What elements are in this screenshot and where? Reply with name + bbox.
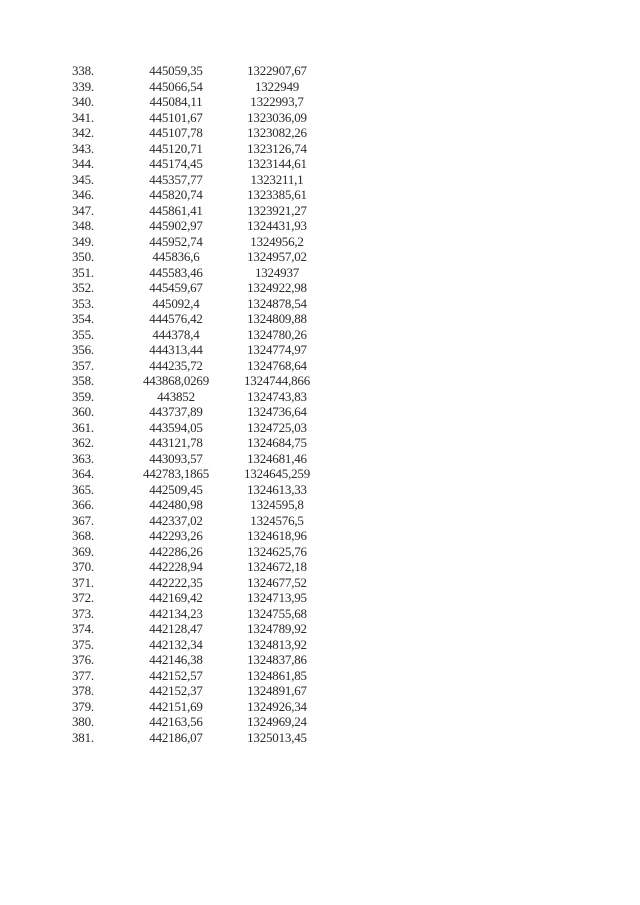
y-coordinate: 1324677,52	[247, 574, 307, 590]
y-coordinate: 1324645,259	[243, 466, 311, 481]
y-coordinate: 1324625,76	[247, 543, 307, 559]
table-row	[60, 699, 340, 715]
y-coordinate: 1324618,96	[247, 528, 307, 543]
x-coordinate: 445836,6	[152, 249, 200, 264]
x-coordinate: 442222,35	[149, 574, 203, 590]
y-coordinate: 1324744,866	[243, 373, 311, 388]
table-row	[60, 435, 340, 451]
point-number: 378.	[72, 683, 94, 698]
table-row	[60, 513, 340, 529]
y-coordinate: 1323144,61	[247, 156, 307, 171]
y-coordinate: 1325013,45	[247, 729, 307, 745]
y-coordinate: 1323036,09	[247, 109, 307, 125]
point-number: 365.	[72, 481, 94, 497]
x-coordinate: 442337,02	[149, 512, 203, 528]
x-coordinate: 442152,37	[149, 683, 203, 698]
point-number: 347.	[72, 202, 94, 218]
y-coordinate: 1324956,2	[250, 233, 304, 249]
point-number: 377.	[72, 667, 94, 683]
table-row	[60, 714, 340, 730]
point-number: 380.	[72, 714, 94, 729]
y-coordinate: 1324713,95	[247, 590, 307, 605]
x-coordinate: 443121,78	[149, 435, 203, 450]
table-row	[60, 358, 340, 374]
table-row	[60, 249, 340, 265]
x-coordinate: 443594,05	[149, 419, 203, 435]
table-row	[60, 187, 340, 203]
table-row	[60, 420, 340, 436]
point-number: 344.	[72, 156, 94, 171]
x-coordinate: 444378,4	[152, 326, 200, 342]
y-coordinate: 1324878,54	[247, 295, 307, 311]
point-number: 354.	[72, 311, 94, 326]
y-coordinate: 1324780,26	[247, 326, 307, 342]
x-coordinate: 442228,94	[149, 559, 203, 574]
x-coordinate: 442186,07	[149, 729, 203, 745]
point-number: 381.	[72, 729, 94, 745]
table-row	[60, 606, 340, 622]
table-row	[60, 621, 340, 637]
x-coordinate: 445357,77	[149, 171, 203, 187]
point-number: 343.	[72, 140, 94, 156]
x-coordinate: 445820,74	[149, 187, 203, 202]
table-row	[60, 156, 340, 172]
table-row	[60, 342, 340, 358]
table-row	[60, 63, 340, 79]
table-row	[60, 497, 340, 513]
x-coordinate: 442163,56	[149, 714, 203, 729]
y-coordinate: 1324613,33	[247, 481, 307, 497]
x-coordinate: 442480,98	[149, 497, 203, 512]
x-coordinate: 445952,74	[149, 233, 203, 249]
x-coordinate: 443868,0269	[142, 373, 210, 388]
table-row	[60, 125, 340, 141]
x-coordinate: 443093,57	[149, 450, 203, 466]
table-row	[60, 311, 340, 327]
point-number: 372.	[72, 590, 94, 605]
point-number: 363.	[72, 450, 94, 466]
x-coordinate: 442509,45	[149, 481, 203, 497]
x-coordinate: 442128,47	[149, 621, 203, 636]
point-number: 379.	[72, 698, 94, 714]
y-coordinate: 1324861,85	[247, 667, 307, 683]
point-number: 350.	[72, 249, 94, 264]
x-coordinate: 444235,72	[149, 357, 203, 373]
y-coordinate: 1323211,1	[250, 171, 304, 187]
x-coordinate: 444576,42	[149, 311, 203, 326]
point-number: 370.	[72, 559, 94, 574]
y-coordinate: 1324789,92	[247, 621, 307, 636]
point-number: 375.	[72, 636, 94, 652]
table-row	[60, 730, 340, 746]
table-row	[60, 466, 340, 482]
x-coordinate: 442151,69	[149, 698, 203, 714]
table-row	[60, 482, 340, 498]
point-number: 355.	[72, 326, 94, 342]
x-coordinate: 445101,67	[149, 109, 203, 125]
table-row	[60, 218, 340, 234]
point-number: 349.	[72, 233, 94, 249]
y-coordinate: 1324813,92	[247, 636, 307, 652]
point-number: 364.	[72, 466, 94, 481]
point-number: 369.	[72, 543, 94, 559]
x-coordinate: 443852	[157, 388, 195, 404]
point-number: 341.	[72, 109, 94, 125]
table-row	[60, 451, 340, 467]
y-coordinate: 1324672,18	[247, 559, 307, 574]
table-row	[60, 172, 340, 188]
point-number: 351.	[72, 264, 94, 280]
x-coordinate: 445861,41	[149, 202, 203, 218]
y-coordinate: 1323082,26	[247, 125, 307, 140]
point-number: 353.	[72, 295, 94, 311]
y-coordinate: 1324576,5	[250, 512, 304, 528]
y-coordinate: 1324922,98	[247, 280, 307, 295]
y-coordinate: 1323921,27	[247, 202, 307, 218]
point-number: 376.	[72, 652, 94, 667]
y-coordinate: 1322949	[254, 78, 300, 94]
point-number: 338.	[72, 63, 94, 78]
y-coordinate: 1322907,67	[247, 63, 307, 78]
point-number: 345.	[72, 171, 94, 187]
y-coordinate: 1324736,64	[247, 404, 307, 419]
point-number: 340.	[72, 94, 94, 109]
x-coordinate: 445059,35	[149, 63, 203, 78]
point-number: 366.	[72, 497, 94, 512]
y-coordinate: 1324768,64	[247, 357, 307, 373]
table-row	[60, 203, 340, 219]
x-coordinate: 445583,46	[149, 264, 203, 280]
point-number: 367.	[72, 512, 94, 528]
y-coordinate: 1324937	[254, 264, 300, 280]
table-row	[60, 79, 340, 95]
x-coordinate: 443737,89	[149, 404, 203, 419]
point-number: 356.	[72, 342, 94, 357]
x-coordinate: 442783,1865	[142, 466, 210, 481]
y-coordinate: 1324926,34	[247, 698, 307, 714]
point-number: 362.	[72, 435, 94, 450]
point-number: 352.	[72, 280, 94, 295]
coordinate-table	[60, 63, 340, 745]
table-row	[60, 590, 340, 606]
table-row	[60, 110, 340, 126]
x-coordinate: 442286,26	[149, 543, 203, 559]
x-coordinate: 442169,42	[149, 590, 203, 605]
x-coordinate: 445174,45	[149, 156, 203, 171]
table-row	[60, 265, 340, 281]
x-coordinate: 442152,57	[149, 667, 203, 683]
y-coordinate: 1324957,02	[247, 249, 307, 264]
x-coordinate: 442134,23	[149, 605, 203, 621]
x-coordinate: 445092,4	[152, 295, 200, 311]
table-row	[60, 637, 340, 653]
table-row	[60, 94, 340, 110]
x-coordinate: 442146,38	[149, 652, 203, 667]
table-row	[60, 668, 340, 684]
point-number: 359.	[72, 388, 94, 404]
y-coordinate: 1324755,68	[247, 605, 307, 621]
y-coordinate: 1323126,74	[247, 140, 307, 156]
point-number: 361.	[72, 419, 94, 435]
point-number: 374.	[72, 621, 94, 636]
y-coordinate: 1324774,97	[247, 342, 307, 357]
point-number: 373.	[72, 605, 94, 621]
point-number: 360.	[72, 404, 94, 419]
y-coordinate: 1324431,93	[247, 218, 307, 233]
y-coordinate: 1324837,86	[247, 652, 307, 667]
table-row	[60, 373, 340, 389]
y-coordinate: 1324595,8	[250, 497, 304, 512]
point-number: 357.	[72, 357, 94, 373]
table-row	[60, 652, 340, 668]
y-coordinate: 1324969,24	[247, 714, 307, 729]
table-row	[60, 234, 340, 250]
table-row	[60, 389, 340, 405]
point-number: 368.	[72, 528, 94, 543]
point-number: 348.	[72, 218, 94, 233]
x-coordinate: 442132,34	[149, 636, 203, 652]
table-row	[60, 404, 340, 420]
x-coordinate: 445107,78	[149, 125, 203, 140]
table-row	[60, 544, 340, 560]
point-number: 371.	[72, 574, 94, 590]
point-number: 346.	[72, 187, 94, 202]
point-number: 358.	[72, 373, 94, 388]
table-row	[60, 280, 340, 296]
table-row	[60, 575, 340, 591]
x-coordinate: 444313,44	[149, 342, 203, 357]
y-coordinate: 1322993,7	[250, 94, 304, 109]
x-coordinate: 445084,11	[149, 94, 203, 109]
table-row	[60, 296, 340, 312]
y-coordinate: 1323385,61	[247, 187, 307, 202]
table-row	[60, 528, 340, 544]
y-coordinate: 1324725,03	[247, 419, 307, 435]
y-coordinate: 1324891,67	[247, 683, 307, 698]
point-number: 339.	[72, 78, 94, 94]
table-row	[60, 141, 340, 157]
x-coordinate: 445459,67	[149, 280, 203, 295]
y-coordinate: 1324743,83	[247, 388, 307, 404]
y-coordinate: 1324809,88	[247, 311, 307, 326]
y-coordinate: 1324684,75	[247, 435, 307, 450]
table-row	[60, 327, 340, 343]
x-coordinate: 442293,26	[149, 528, 203, 543]
table-row	[60, 559, 340, 575]
table-row	[60, 683, 340, 699]
point-number: 342.	[72, 125, 94, 140]
y-coordinate: 1324681,46	[247, 450, 307, 466]
x-coordinate: 445120,71	[149, 140, 203, 156]
x-coordinate: 445902,97	[149, 218, 203, 233]
x-coordinate: 445066,54	[149, 78, 203, 94]
